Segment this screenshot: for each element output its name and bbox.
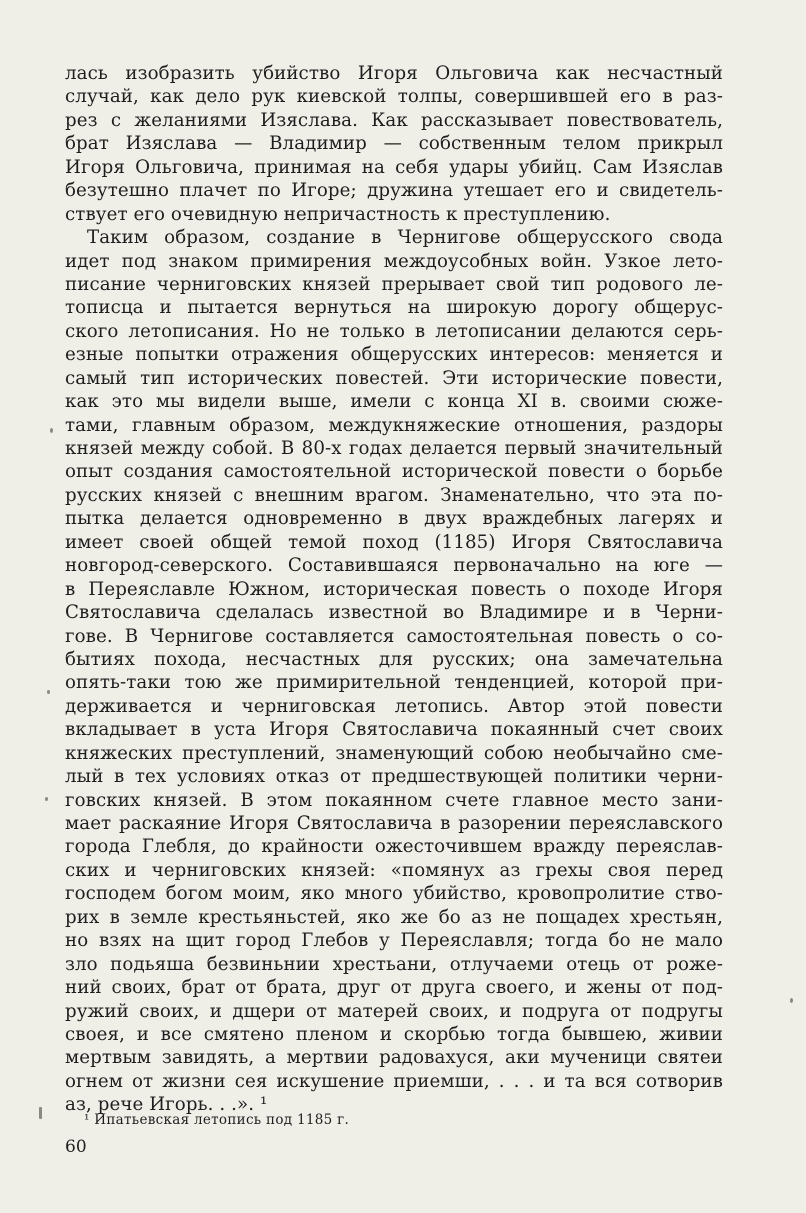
text-line: ских и черниговских князей: «помянух аз грехы своя перед	[65, 859, 723, 881]
text-line: говских князей. В этом покаянном счете главное место зани-	[65, 789, 723, 811]
text-line: огнем от жизни сея искушение приемши, . . . и та вся сотворив	[65, 1070, 723, 1092]
text-line: мертвым завидять, а мертвии радовахуся, аки мученици святеи	[65, 1047, 723, 1069]
text-line: брат Изяслава — Владимир — собственным телом прикрыл	[65, 133, 723, 155]
text-line: имеет своей общей темой поход (1185) Игоря Святославича	[65, 531, 723, 553]
body-text	[65, 62, 723, 1117]
text-line: опыт создания самостоятельной исторической повести о борьбе	[65, 461, 723, 483]
paragraph-start-line: Таким образом, создание в Чернигове общерусского свода	[87, 227, 723, 249]
page-number: 60	[65, 1137, 87, 1157]
text-line: тами, главным образом, междукняжеские отношения, раздоры	[65, 414, 723, 436]
text-line: новгород-северского. Составившаяся первоначально на юге —	[65, 555, 723, 577]
text-line: в Переяславле Южном, историческая повесть о походе Игоря	[65, 578, 723, 600]
text-line: бытиях похода, несчастных для русских; она замечательна	[65, 648, 723, 670]
text-line: гове. В Чернигове составляется самостоятельная повесть о со-	[65, 625, 723, 647]
text-line: рез с желаниями Изяслава. Как рассказывает повествователь,	[65, 109, 723, 131]
text-line: Игоря Ольговича, принимая на себя удары убийц. Сам Изяслав	[65, 156, 723, 178]
scan-speck	[50, 428, 53, 433]
text-line: аз, рече Игорь. . .». ¹	[65, 1094, 268, 1116]
text-line: ний своих, брат от брата, друг от друга своего, и жены от под-	[65, 977, 723, 999]
scan-speck	[790, 998, 793, 1003]
text-line: тописца и пытается вернуться на широкую дорогу общерус-	[65, 297, 723, 319]
text-line: случай, как дело рук киевской толпы, совершившей его в раз-	[65, 86, 723, 108]
footnote: ¹ Ипатьевская летопись под 1185 г.	[84, 1112, 350, 1128]
text-line: безутешно плачет по Игоре; дружина утешает его и свидетель-	[65, 180, 723, 202]
text-line: опять-таки тою же примирительной тенденцией, которой при-	[65, 672, 723, 694]
text-line: рих в земле крестьяньстей, яко же бо аз не пощадех хрестьян,	[65, 906, 723, 928]
text-line: ствует его очевидную непричастность к преступлению.	[65, 203, 611, 225]
text-line: держивается и черниговская летопись. Автор этой повести	[65, 695, 723, 717]
text-line: вкладывает в уста Игоря Святославича покаянный счет своих	[65, 719, 723, 741]
text-line: зло подьяша безвиньнии хрестьани, отлучаеми отець от роже-	[65, 953, 723, 975]
scan-speck	[47, 690, 50, 694]
text-line: езные попытки отражения общерусских интересов: меняется и	[65, 344, 723, 366]
text-line: мает раскаяние Игоря Святославича в разорении переяславского	[65, 813, 723, 834]
text-line: княжеских преступлений, знаменующий собою необычайно сме-	[65, 742, 723, 764]
scan-speck	[39, 1107, 42, 1119]
text-line: как это мы видели выше, имели с конца XI в. своими сюже-	[65, 391, 723, 413]
text-line: лась изобразить убийство Игоря Ольговича как несчастный	[65, 63, 723, 84]
text-line: лый в тех условиях отказ от предшествующей политики черни-	[65, 766, 723, 788]
text-line: города Глебля, до крайности ожесточившем вражду переяслав-	[65, 836, 723, 858]
text-line: русских князей с внешним врагом. Знаменательно, что эта по-	[65, 484, 723, 506]
text-line: самый тип исторических повестей. Эти исторические повести,	[65, 367, 723, 389]
scan-speck	[45, 797, 48, 801]
text-line: но взях на щит город Глебов у Переяславля; тогда бо не мало	[65, 930, 723, 952]
text-line: господем богом моим, яко много убийство, кровопролитие ство-	[65, 883, 723, 905]
text-line: князей между собой. В 80-х годах делается первый значительный	[65, 438, 723, 459]
text-line: идет под знаком примирения междоусобных войн. Узкое лето-	[65, 250, 723, 272]
text-line: ружий своих, и дщери от матерей своих, и подруга от подругы	[65, 1000, 723, 1022]
text-line: пытка делается одновременно в двух враждебных лагерях и	[65, 508, 723, 530]
text-line: писание черниговских князей прерывает свой тип родового ле-	[65, 273, 723, 295]
text-line: ского летописания. Но не только в летописании делаются серь-	[65, 320, 723, 342]
text-line: Святославича сделалась известной во Владимире и в Черни-	[65, 602, 723, 624]
text-line: своея, и все смятено пленом и скорбью тогда бывшею, живии	[65, 1023, 723, 1045]
